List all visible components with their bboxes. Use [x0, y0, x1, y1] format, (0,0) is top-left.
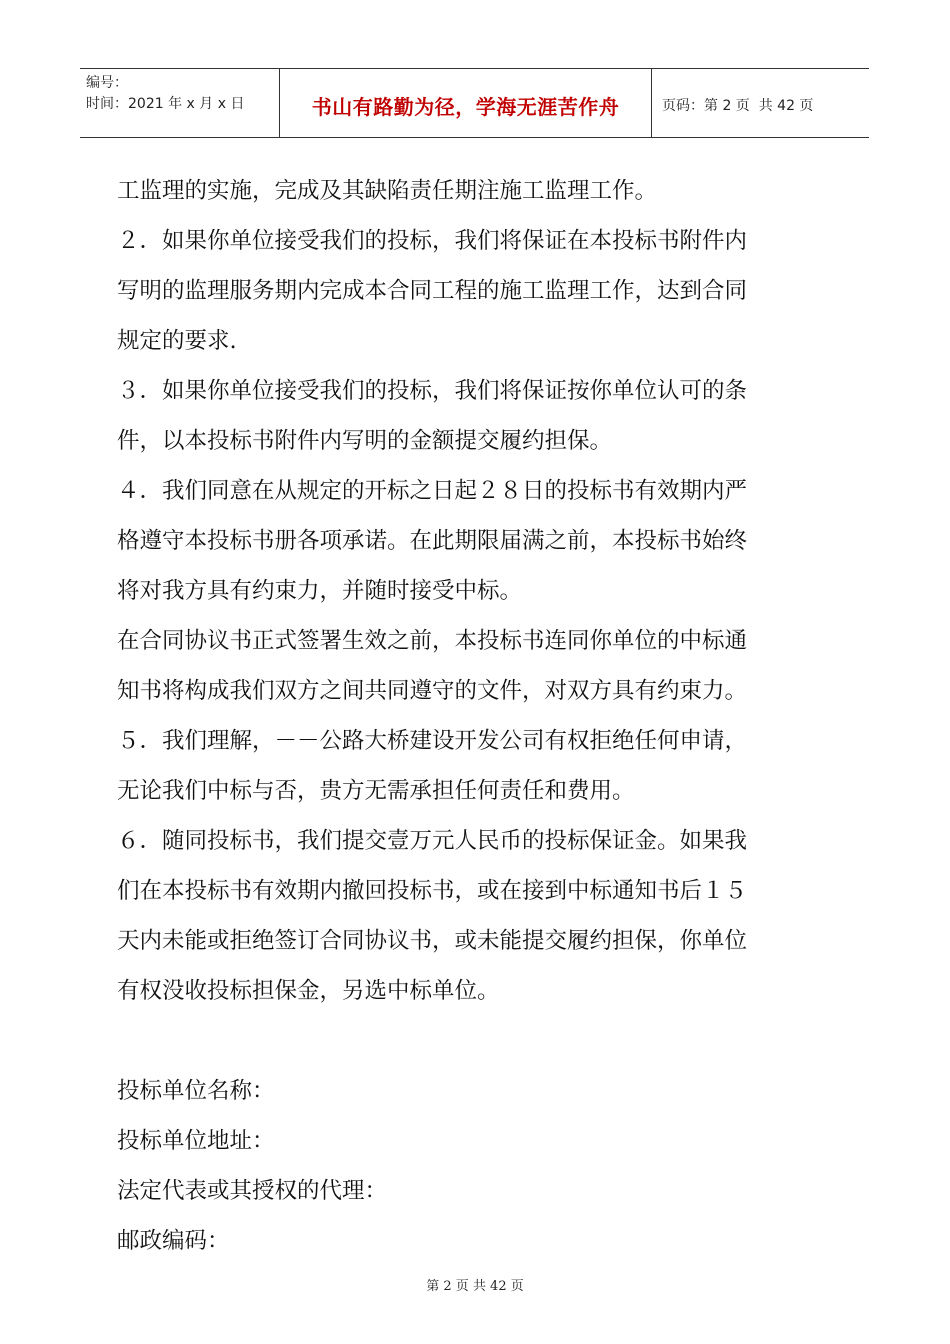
document-header: [80, 68, 869, 138]
number-label: 编号：: [86, 75, 128, 91]
form-field-legal-representative: 法定代表或其授权的代理：: [117, 1178, 388, 1204]
body-line: 在合同协议书正式签署生效之前，本投标书连同你单位的中标通: [117, 628, 748, 654]
header-motto-cell: [280, 69, 652, 137]
body-line: 写明的监理服务期内完成本合同工程的施工监理工作，达到合同: [117, 278, 748, 304]
body-line: 将对我方具有约束力，并随时接受中标。: [117, 578, 523, 604]
header-meta: [80, 69, 280, 137]
body-line: ２．如果你单位接受我们的投标，我们将保证在本投标书附件内: [117, 228, 748, 254]
form-field-postal-code: 邮政编码：: [117, 1228, 230, 1254]
body-line: ６．随同投标书，我们提交壹万元人民币的投标保证金。如果我: [117, 828, 748, 854]
page-label: 页码：第 2 页 共 42 页: [662, 98, 814, 114]
form-field-bidder-name: 投标单位名称：: [117, 1078, 275, 1104]
paragraph-gap: [117, 1016, 837, 1066]
header-page-cell: [652, 69, 869, 137]
document-body: [117, 166, 837, 1266]
body-line: 工监理的实施，完成及其缺陷责任期注施工监理工作。: [117, 178, 658, 204]
body-line: 件，以本投标书附件内写明的金额提交履约担保。: [117, 428, 613, 454]
body-line: 格遵守本投标书册各项承诺。在此期限届满之前，本投标书始终: [117, 528, 748, 554]
body-line: 天内未能或拒绝签订合同协议书，或未能提交履约担保，你单位: [117, 928, 748, 954]
body-line: 知书将构成我们双方之间共同遵守的文件，对双方具有约束力。: [117, 678, 748, 704]
form-field-bidder-address: 投标单位地址：: [117, 1128, 275, 1154]
time-label: 时间：2021 年 x 月 x 日: [86, 96, 245, 112]
footer-page-number: 第 2 页 共 42 页: [426, 1279, 524, 1294]
body-line: 们在本投标书有效期内撤回投标书，或在接到中标通知书后１５: [117, 878, 748, 904]
body-line: ３．如果你单位接受我们的投标，我们将保证按你单位认可的条: [117, 378, 748, 404]
body-line: 有权没收投标担保金，另选中标单位。: [117, 978, 500, 1004]
page-footer: [0, 1275, 950, 1294]
body-line: ５．我们理解，－－公路大桥建设开发公司有权拒绝任何申请，: [117, 728, 748, 754]
body-line: 无论我们中标与否，贵方无需承担任何责任和费用。: [117, 778, 635, 804]
body-line: 规定的要求.: [117, 328, 237, 354]
motto-text: 书山有路勤为径，学海无涯苦作舟: [311, 94, 620, 119]
body-line: ４．我们同意在从规定的开标之日起２８日的投标书有效期内严: [117, 478, 748, 504]
